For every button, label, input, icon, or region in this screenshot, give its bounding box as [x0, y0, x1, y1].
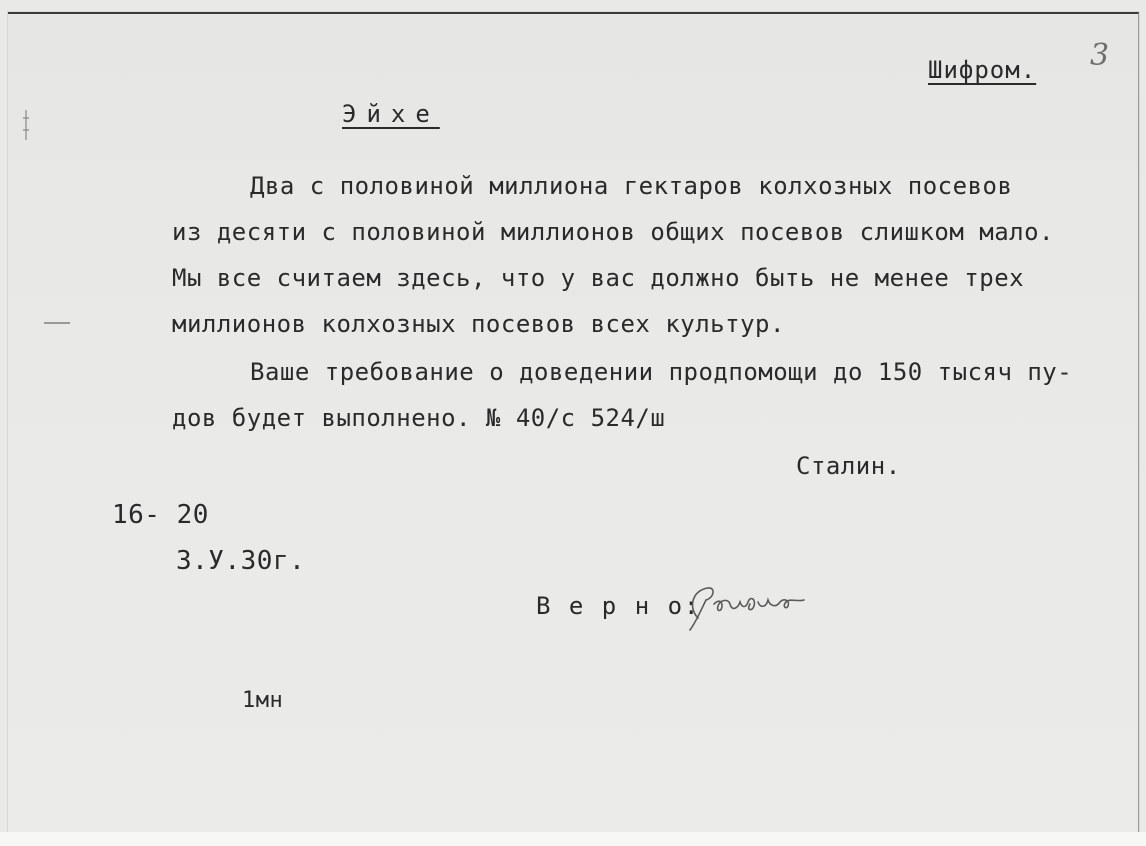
body-line-3: Мы все считаем здесь, что у вас должно быть не менее трех: [172, 264, 1025, 292]
archive-page-number: 3: [1090, 38, 1110, 73]
signatory: Сталин.: [796, 452, 901, 480]
body-line-6: дов будет выполнено. № 40/с 524/ш: [172, 404, 666, 432]
handwritten-signature-icon: [684, 578, 814, 638]
margin-dash: [44, 322, 70, 324]
footer-note: 1мн: [242, 688, 284, 713]
body-line-4: миллионов колхозных посевов всех культур.: [172, 310, 785, 338]
body-line-1: Два с половиной миллиона гектаров колхозных посевов: [250, 172, 1013, 200]
body-line-5: Ваше требование о доведении продпомощи до 150 тысяч пу-: [250, 358, 1073, 386]
addressee: Эйхе: [342, 100, 440, 128]
cipher-label: Шифром.: [928, 56, 1037, 84]
certification-label: В е р н о:: [536, 592, 701, 620]
body-line-2: из десяти с половиной миллионов общих посевов слишком мало.: [172, 218, 1055, 246]
margin-mark: [22, 110, 30, 140]
date-stamp: 3.У.30г.: [176, 546, 306, 576]
scan-margin: [0, 832, 1146, 846]
time-stamp: 16- 20: [112, 500, 209, 530]
